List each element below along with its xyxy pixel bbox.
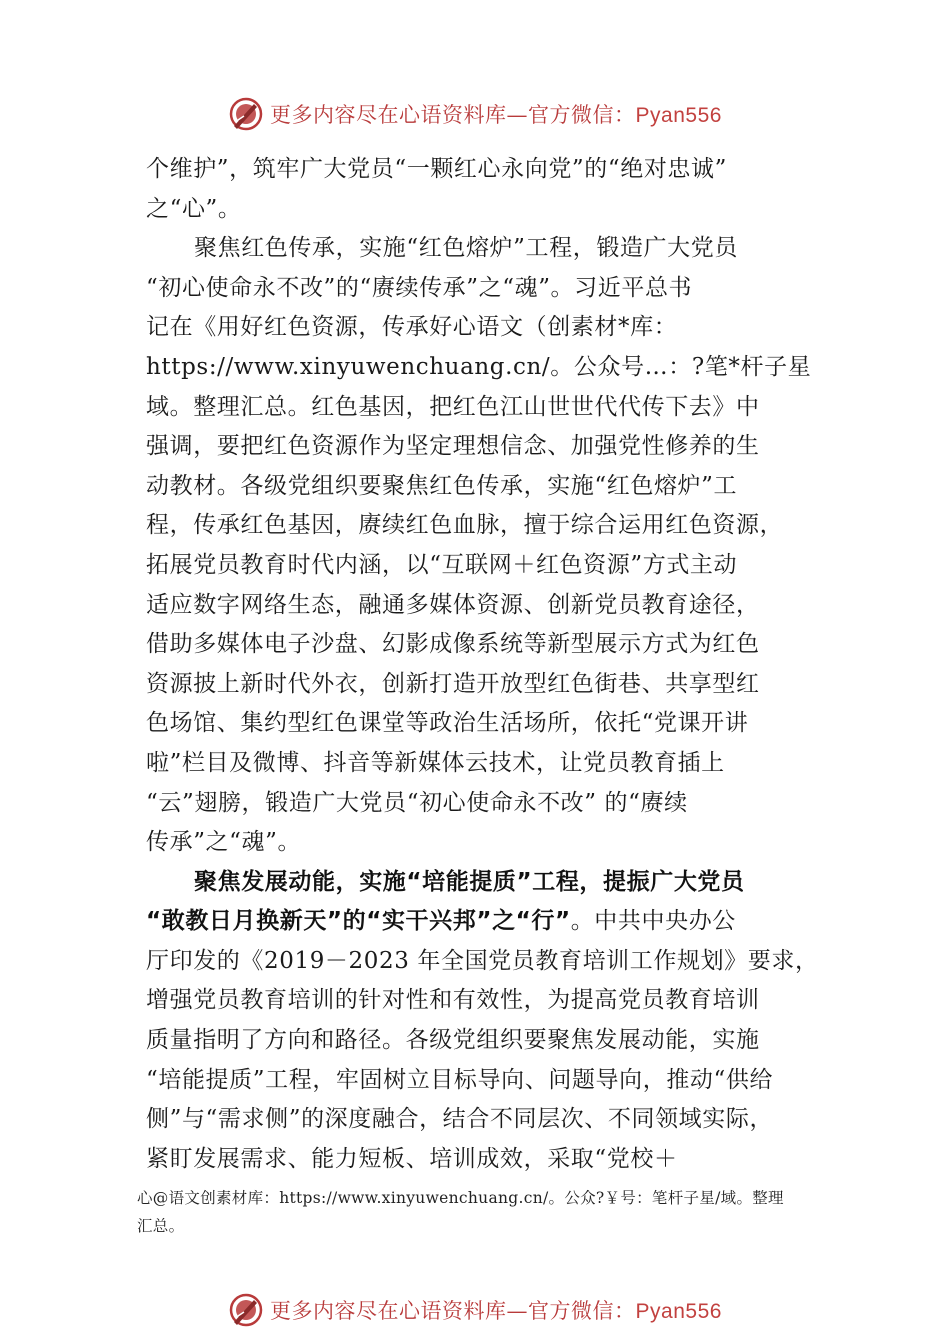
text-line: 紧盯发展需求、能力短板、培训成效，采取“党校＋: [146, 1145, 678, 1172]
banner-text: [270, 99, 722, 129]
footer-banner: [0, 1288, 950, 1332]
text-line: “培能提质”工程，牢固树立目标导向、问题导向，推动“供给: [146, 1066, 774, 1093]
text-line: 之“心”。: [146, 195, 242, 222]
footnote-line: 汇总。: [137, 1217, 185, 1235]
footnote-line: 心@语文创素材库：https://www.xinyuwenchuang.cn/。公众?￥号：笔杆子星/域。整理: [137, 1189, 784, 1207]
text-line: 记在《用好红色资源，传承好心语文（创素材*库：: [146, 314, 678, 341]
text-run: 。中共中央办公: [570, 908, 736, 935]
text-line: “云”翅膀，锻造广大党员“初心使命永不改” 的“赓续: [146, 789, 688, 816]
banner-separator: —官方微信：: [506, 103, 636, 127]
banner-wechat-id: Pyan556: [635, 104, 722, 127]
header-banner: [0, 92, 950, 136]
footnote: [137, 1184, 837, 1240]
document-body: [146, 150, 836, 1179]
text-line: 动教材。各级党组织要聚焦红色传承，实施“红色熔炉”工: [146, 472, 738, 499]
text-line: 拓展党员教育时代内涵，以“互联网＋红色资源”方式主动: [146, 551, 738, 578]
text-line: 程，传承红色基因，赓续红色血脉，擅于综合运用红色资源，: [146, 512, 784, 539]
text-line: 个维护”，筑牢广大党员“一颗红心永向党”的“绝对忠诚”: [146, 156, 727, 182]
text-line: 借助多媒体电子沙盘、幻影成像系统等新型展示方式为红色: [146, 631, 760, 658]
text-line: https://www.xinyuwenchuang.cn/。公众号…：?笔*杆子星: [146, 353, 812, 380]
text-line: 增强党员教育培训的针对性和有效性，为提高党员教育培训: [146, 987, 760, 1014]
text-line: “初心使命永不改”的“赓续传承”之“魂”。习近平总书: [146, 274, 693, 301]
section-heading: 聚焦发展动能，实施“培能提质”工程，提振广大党员: [194, 868, 745, 895]
quill-seal-icon: [228, 96, 264, 132]
text-line: 厅印发的《2019－2023 年全国党员教育培训工作规划》要求，: [146, 947, 819, 974]
text-line: 强调，要把红色资源作为坚定理想信念、加强党性修养的生: [146, 433, 760, 460]
section-heading-cont: “敢教日月换新天”的“实干兴邦”之“行”: [146, 908, 571, 935]
text-line: 传承”之“魂”。: [146, 829, 302, 856]
banner-main: 更多内容尽在心语资料库: [270, 103, 507, 127]
text-line: 资源披上新时代外衣，创新打造开放型红色街巷、共享型红: [146, 670, 760, 697]
banner-wechat-id: Pyan556: [635, 1300, 722, 1323]
quill-seal-icon: [228, 1292, 264, 1328]
paragraph-start: 聚焦红色传承，实施“红色熔炉”工程，锻造广大党员: [194, 235, 738, 262]
banner-separator: —官方微信：: [506, 1299, 636, 1323]
banner-text: [270, 1295, 722, 1325]
banner-main: 更多内容尽在心语资料库: [270, 1299, 507, 1323]
text-line: 啦”栏目及微博、抖音等新媒体云技术，让党员教育插上: [146, 749, 725, 776]
text-line: 域。整理汇总。红色基因，把红色江山世世代代传下去》中: [146, 393, 760, 420]
text-line: [146, 902, 836, 942]
text-line: 色场馆、集约型红色课堂等政治生活场所，依托“党课开讲: [146, 710, 749, 737]
text-line: 质量指明了方向和路径。各级党组织要聚焦发展动能，实施: [146, 1027, 760, 1054]
text-line: 侧”与“需求侧”的深度融合，结合不同层次、不同领域实际，: [146, 1106, 774, 1133]
text-line: 适应数字网络生态，融通多媒体资源、创新党员教育途径，: [146, 591, 760, 618]
